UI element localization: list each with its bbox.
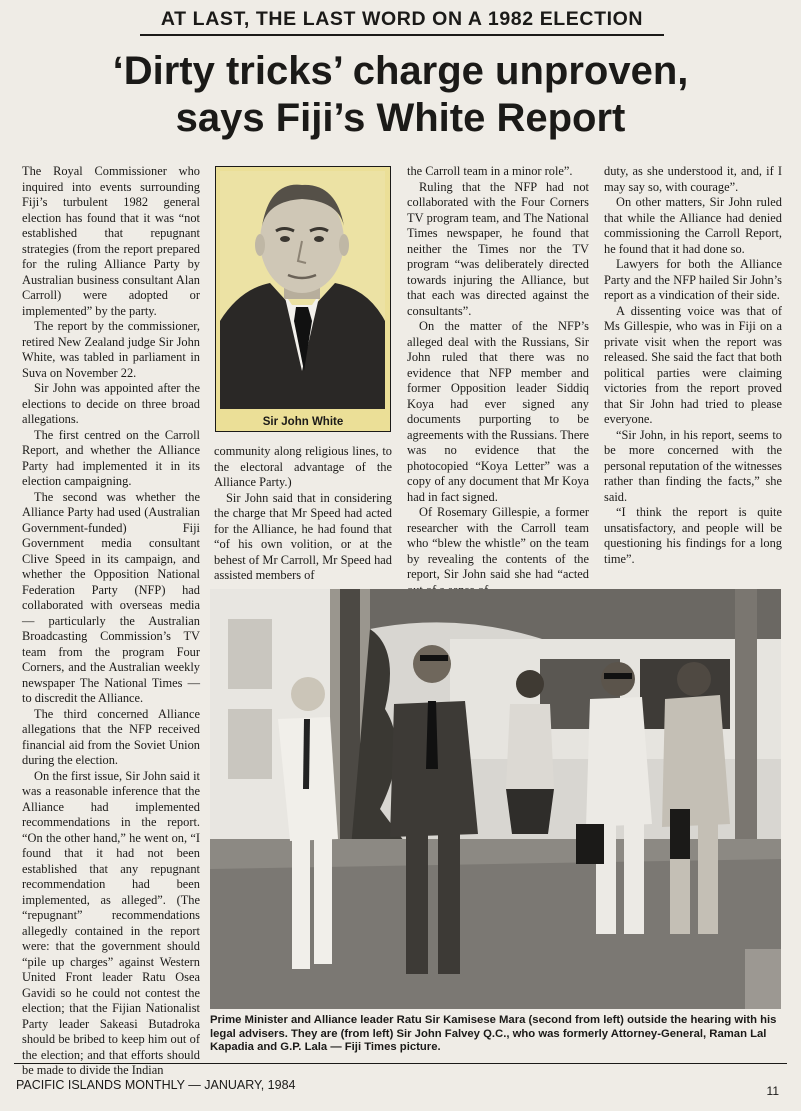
paragraph: On the first issue, Sir John said it was a reasonable inference that the Alliance had implemented recommendations in the report. “On the other hand,” he went on, “I found that it had not been established that any repugnant recommendation had been implemented, as alleged”. (The “repugnant” recommendations allegedly contained in the report were: that the government should “pile up charges” against Western United Front leader Ratu Osea Gavidi so he could not contest the election; that the Fijian Nationalist Party leader Sakeasi Butadroka should be bribed to keep him out of the election; and that efforts should be made to divide the Indian bbox=[22, 768, 200, 1077]
paragraph: Lawyers for both the Alliance Party and the NFP hailed Sir John’s report as a vindication of their side. bbox=[604, 257, 782, 302]
paragraph: The first centred on the Carroll Report, and whether the Alliance Party had implemented it in its election campaigning. bbox=[22, 427, 200, 488]
paragraph: The Royal Commissioner who inquired into events surrounding Fiji’s turbulent 1982 general election has found that it was “not established that repugnant strategies (from the report prepared for the ruling Alliance Party by Australian business consultant Alan Carroll) were adopted or implemented” by the party. bbox=[22, 164, 200, 318]
headline-line-2: says Fiji’s White Report bbox=[175, 96, 626, 140]
headline-line-1: ‘Dirty tricks’ charge unproven, bbox=[112, 49, 689, 93]
paragraph: the Carroll team in a minor role”. bbox=[407, 164, 573, 178]
paragraph: Sir John was appointed after the elections to decide on three broad allegations. bbox=[22, 381, 200, 426]
paragraph: duty, as she understood it, and, if I may say so, with courage”. bbox=[604, 164, 782, 194]
article-column-2 bbox=[214, 444, 392, 580]
article-column-1 bbox=[22, 164, 200, 1077]
paragraph: The second was whether the Alliance Party had used (Australian Government-funded) Fiji Government media consultant Clive Speed in its campaign, and whether the Opposition National Federation Party (NFP) had collaborated with overseas media — particularly the Australian Broadcasting Commission’s TV team from the program Four Corners, and the Australian weekly newspaper The National Times — to discredit the Alliance. bbox=[22, 489, 200, 705]
paragraph: “I think the report is quite unsatisfactory, and people will be questioning his findings for a long time”. bbox=[604, 505, 782, 566]
paragraph: On other matters, Sir John ruled that while the Alliance had denied commissioning the Carroll Report, he found that it had done so. bbox=[604, 195, 782, 256]
footer-rule bbox=[14, 1063, 787, 1064]
paragraph: community along religious lines, to the electoral advantage of the Alliance Party.) bbox=[214, 444, 392, 489]
paragraph: Ruling that the NFP had not collaborated with the Four Corners TV program team, and The National Times newspaper, he found that neither the Times nor the TV program “was deliberately directed towards injuring the Alliance, but that each was directed against the consultants”. bbox=[407, 179, 589, 318]
headline bbox=[20, 48, 781, 142]
paragraph: Sir John said that in considering the charge that Mr Speed had acted for the Alliance, he had found that “of his own volition, or at the behest of Mr Carroll, Mr Speed had assisted members of bbox=[214, 490, 392, 582]
paragraph: On the matter of the NFP’s alleged deal with the Russians, Sir John ruled that there was no evidence that NFP member and former Opposition leader Siddiq Koya had ever signed any documents purporting to be agreements with the Russians. There was no evidence that the photocopied “Koya Letter” was a copy of any document that Mr Koya had in fact signed. bbox=[407, 319, 589, 504]
portrait-photo bbox=[215, 166, 391, 432]
portrait-image bbox=[220, 171, 385, 409]
group-photo-image bbox=[210, 589, 781, 1009]
page-number: 11 bbox=[766, 1084, 779, 1098]
photo-caption: Prime Minister and Alliance leader Ratu Sir Kamisese Mara (second from left) outside the hearing with his legal advisers. They are (from left) Sir John Falvey Q.C., who was formerly Attorney-General, Raman Lal Kapadia and G.P. Lala — Fiji Times picture. bbox=[210, 1014, 777, 1053]
portrait-caption: Sir John White bbox=[262, 416, 344, 428]
paragraph: A dissenting voice was that of Ms Gillespie, who was in Fiji on a private visit when the report was released. She said the fact that both political parties were claiming victories from the report proved that Sir John had tried to please everyone. bbox=[604, 303, 782, 426]
section-kicker: AT LAST, THE LAST WORD ON A 1982 ELECTION bbox=[140, 6, 664, 36]
paragraph: Of Rosemary Gillespie, a former researcher with the Carroll team who “blew the whistle” on the team by revealing the contents of the report, Sir John said she had “acted bbox=[407, 505, 589, 581]
paragraph: The report by the commissioner, retired New Zealand judge Sir John White, was tabled in parliament in Suva on November 22. bbox=[22, 319, 200, 380]
publication-line: PACIFIC ISLANDS MONTHLY — JANUARY, 1984 bbox=[16, 1078, 296, 1092]
article-column-3 bbox=[407, 164, 589, 582]
group-photo bbox=[210, 589, 781, 1009]
paragraph: The third concerned Alliance allegations that the NFP received financial aid from the Soviet Union during the election. bbox=[22, 706, 200, 767]
paragraph: “Sir John, in his report, seems to be more concerned with the personal reputation of the witnesses rather than finding the facts,” she said. bbox=[604, 427, 782, 504]
article-column-4 bbox=[604, 164, 782, 582]
